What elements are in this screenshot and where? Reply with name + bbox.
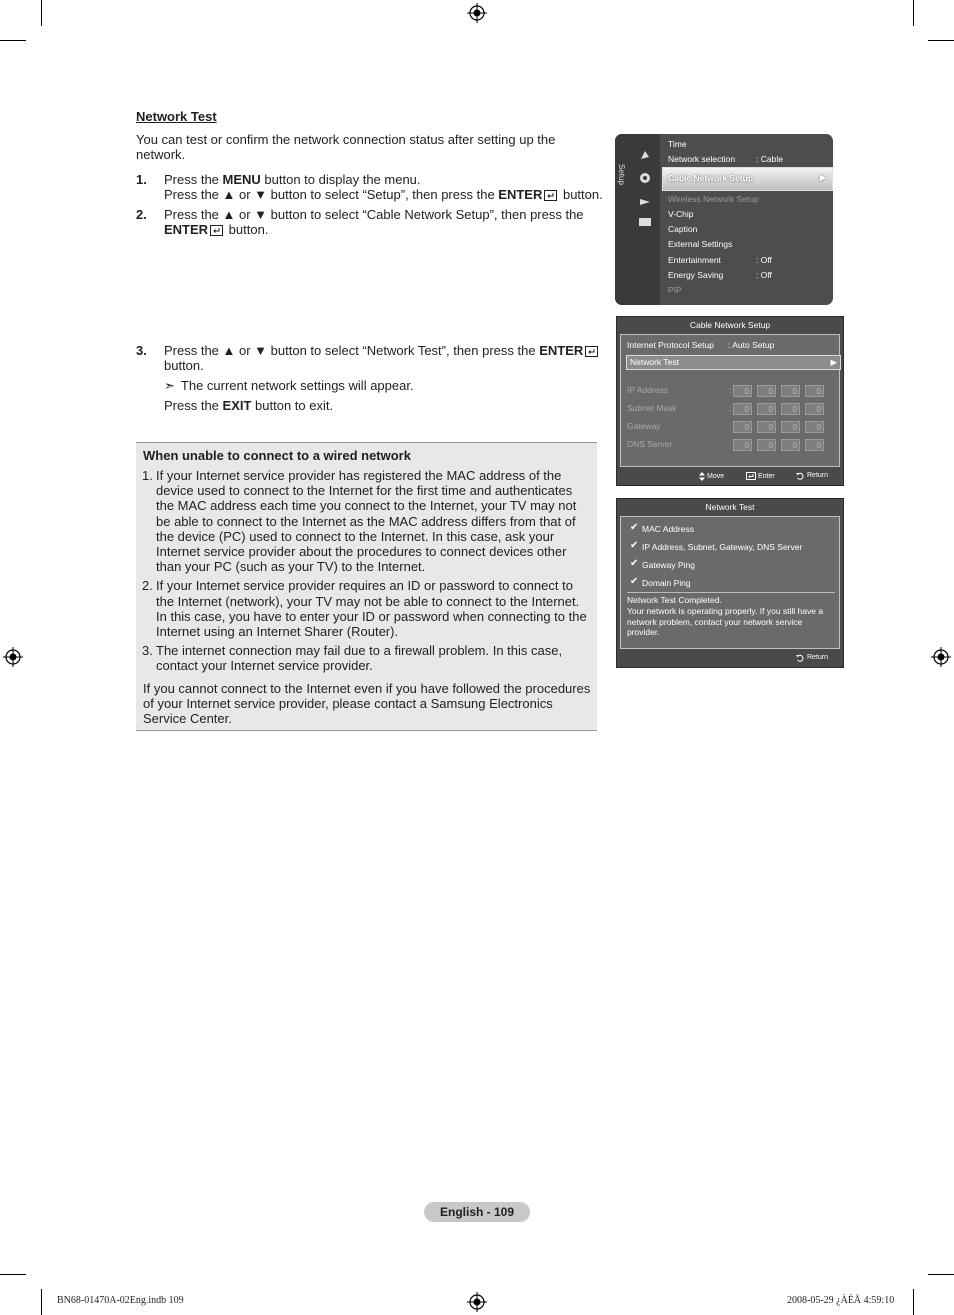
infobox-list [142, 468, 588, 678]
list-text: If your Internet service provider has registered the MAC address of the device used to connect to the Internet for the first time and authenticates the MAC address each time you connect to the Internet, your TV may not be able to connect to the Internet as the MAC address differs from that of the device (PC) used to connect to the Internet. In this case, ask your Internet service provider about the procedures to connect devices other than your PC (such as your TV) to the Internet. [156, 468, 577, 575]
ip-octet: 0 [805, 385, 824, 397]
list-text: If your Internet service provider requires an ID or password to connect to the Internet (network), your TV may not be able to connect to the Internet. In this case, you have to enter your ID or password when connecting to the Internet using an Internet Sharer (Router). [156, 578, 587, 640]
step-text: Press the ▲ or ▼ button to select “Network Test”, then press the [164, 343, 540, 358]
menu-item-label: Cable Network Setup [668, 173, 754, 183]
enter-hint: Enter [758, 473, 775, 480]
menu-item-caption[interactable]: Caption [668, 224, 698, 234]
panel-body [620, 516, 840, 649]
note-arrow-icon: ➣ [164, 378, 175, 393]
result-title: Network Test Completed. [627, 595, 722, 605]
list-number: 2. [142, 578, 153, 594]
menu-item-v-chip[interactable]: V-Chip [668, 209, 694, 219]
ip-octet: 0 [733, 385, 752, 397]
registration-mark-icon [467, 3, 487, 23]
ip-octet: 0 [781, 439, 800, 451]
step-number: 3. [136, 343, 147, 358]
step-text: Press the [164, 172, 223, 187]
menu-item-wireless-network-setup[interactable]: Wireless Network Setup [668, 194, 759, 204]
menu-item-energy-saving[interactable]: Energy Saving [668, 270, 724, 280]
move-hint: Move [707, 473, 725, 480]
troubleshooting-box [136, 442, 597, 731]
crop-mark [913, 1289, 914, 1315]
list-item [142, 578, 588, 639]
check-item: IP Address, Subnet, Gateway, DNS Server [642, 542, 803, 552]
crop-mark [913, 0, 914, 26]
menu-keyword: MENU [222, 172, 261, 187]
ip-octet: 0 [733, 439, 752, 451]
print-slug-date: 2008-05-29 ¿ÀÈÄ 4:59:10 [787, 1295, 895, 1306]
menu-item-cable-network-setup[interactable] [662, 167, 833, 191]
enter-icon [210, 225, 223, 236]
crop-mark [928, 40, 954, 41]
colon: : [729, 421, 732, 431]
result-message: Your network is operating properly. If you still have a network problem, contact your network service provider. [627, 606, 824, 637]
gear-icon [638, 172, 652, 184]
step-text: button to display the menu. [260, 172, 421, 187]
step-text: Press the ▲ or ▼ button to select “Cable Network Setup”, then press the [164, 207, 584, 222]
menu-item-external-settings[interactable]: External Settings [668, 239, 733, 249]
return-icon [796, 472, 805, 481]
ip-octet: 0 [781, 385, 800, 397]
exit-keyword: EXIT [222, 398, 252, 413]
ip-octet: 0 [781, 403, 800, 415]
colon: : [729, 439, 732, 449]
gateway-label: Gateway [627, 421, 661, 431]
list-number: 1. [142, 468, 153, 483]
menu-item-entertainment[interactable]: Entertainment [668, 255, 721, 265]
divider [627, 592, 835, 593]
menu-item-network-selection[interactable]: Network selection [668, 154, 736, 164]
ip-octet: 0 [733, 421, 752, 433]
move-icon [699, 472, 705, 481]
colon: : [729, 403, 732, 413]
crop-mark [41, 0, 42, 26]
network-test-item[interactable] [626, 355, 841, 370]
enter-icon [585, 346, 598, 357]
step-text: button. [164, 358, 204, 373]
panel-body [620, 334, 840, 467]
enter-keyword: ENTER [164, 222, 209, 237]
print-slug-file: BN68-01470A-02Eng.indb 109 [57, 1295, 184, 1306]
ip-octet: 0 [805, 439, 824, 451]
check-icon: ✔ [630, 522, 639, 533]
ip-octet: 0 [805, 403, 824, 415]
crop-mark [0, 40, 26, 41]
ip-octet: 0 [757, 385, 776, 397]
step-3 [136, 343, 606, 413]
arrow-right-icon: ▶ [830, 357, 837, 367]
step-number: 1. [136, 172, 147, 187]
infobox-title: When unable to connect to a wired network [143, 448, 411, 463]
menu-value: : Off [756, 270, 772, 280]
crop-mark [0, 1274, 26, 1275]
return-hint: Return [807, 654, 829, 661]
ip-octet: 0 [781, 421, 800, 433]
menu-item-pip[interactable]: PIP [668, 285, 682, 295]
step-text: Press the ▲ or ▼ button to select “Setup”, then press the [164, 187, 499, 202]
check-icon: ✔ [630, 576, 639, 587]
cable-network-setup-screenshot [616, 316, 844, 486]
menu-item-time[interactable]: Time [668, 139, 687, 149]
list-number: 3. [142, 643, 153, 659]
step-text: Press the [164, 398, 223, 413]
subnet-mask-label: Subnet Mask [627, 403, 677, 413]
registration-mark-icon [3, 647, 23, 667]
section-title: Network Test [136, 109, 217, 124]
check-item: Domain Ping [642, 578, 691, 588]
infobox-footer: If you cannot connect to the Internet even if you have followed the procedures of your Internet service provider, please contact a Samsung Electronics Service Center. [143, 681, 591, 727]
internet-protocol-setup-label[interactable]: Internet Protocol Setup [627, 340, 714, 350]
panel-title: Network Test [705, 502, 755, 512]
sidebar-label: Setup [617, 164, 626, 185]
internet-protocol-setup-value: : Auto Setup [728, 340, 775, 350]
menu-value: : Cable [756, 154, 783, 164]
enter-keyword: ENTER [498, 187, 543, 202]
step-text: button. [225, 222, 269, 237]
enter-icon [746, 472, 756, 480]
list-item [142, 643, 588, 673]
ip-octet: 0 [805, 421, 824, 433]
ip-octet: 0 [757, 421, 776, 433]
enter-icon [544, 190, 557, 201]
registration-mark-icon [931, 647, 951, 667]
check-icon: ✔ [630, 540, 639, 551]
menu-sidebar [615, 134, 660, 305]
dns-server-label: DNS Server [627, 439, 673, 449]
crop-mark [928, 1274, 954, 1275]
picture-icon [638, 149, 652, 161]
ip-octet: 0 [733, 403, 752, 415]
check-item: Gateway Ping [642, 560, 695, 570]
step-text: button to exit. [251, 398, 334, 413]
return-hint: Return [807, 472, 829, 479]
menu-item-label: Network Test [630, 357, 679, 367]
input-icon [638, 196, 652, 208]
check-item: MAC Address [642, 524, 694, 534]
step-text: button. [559, 187, 603, 202]
list-item [142, 468, 588, 574]
panel-title: Cable Network Setup [689, 320, 771, 330]
step-2 [136, 207, 606, 237]
ip-octet: 0 [757, 439, 776, 451]
arrow-right-icon: ▶ [819, 173, 826, 182]
page-number: English - 109 [424, 1202, 530, 1222]
colon: : [729, 385, 732, 395]
note-text: The current network settings will appear. [180, 378, 414, 393]
ip-address-label: IP Address [627, 385, 668, 395]
step-1 [136, 172, 606, 202]
enter-keyword: ENTER [539, 343, 584, 358]
list-text: The internet connection may fail due to a firewall problem. In this case, contact your Internet service provider. [156, 643, 563, 674]
intro-text: You can test or confirm the network connection status after setting up the network. [136, 132, 556, 162]
return-icon [796, 654, 805, 663]
registration-mark-icon [467, 1292, 487, 1312]
application-icon [638, 216, 652, 228]
ip-octet: 0 [757, 403, 776, 415]
crop-mark [41, 1289, 42, 1315]
menu-value: : Off [756, 255, 772, 265]
setup-menu-screenshot [615, 134, 833, 305]
network-test-screenshot [616, 498, 844, 668]
check-icon: ✔ [630, 558, 639, 569]
step-number: 2. [136, 207, 147, 222]
